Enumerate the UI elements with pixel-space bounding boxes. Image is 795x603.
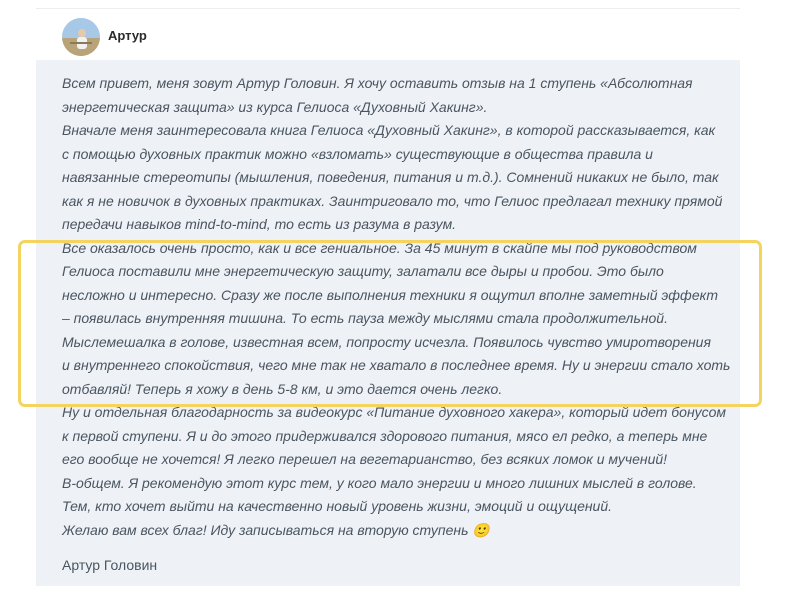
review-card bbox=[36, 60, 740, 586]
top-divider bbox=[36, 8, 740, 9]
review-line: – появилась внутренняя тишина. То есть пауза между мыслями стала продолжительной. bbox=[62, 310, 668, 326]
review-line: несложно и интересно. Сразу же после выполнения техники я ощутил вполне заметный эффект bbox=[62, 286, 719, 303]
review-line: Все оказалось очень просто, как и все гениальное. За 45 минут в скайпе мы под руководством bbox=[62, 239, 697, 256]
review-line: как я не новичок в духовных практиках. Заинтриговало то, что Гелиос предлагал технику прямой bbox=[62, 192, 723, 209]
avatar-photo-icon bbox=[62, 18, 100, 56]
review-line: Всем привет, меня зовут Артур Головин. Я хочу оставить отзыв на 1 ступень «Абсолютная bbox=[62, 75, 693, 91]
review-author-header bbox=[36, 10, 740, 60]
review-line: к первой ступени. Я и до этого придерживался здорового питания, мясо ел редко, а теперь мне bbox=[62, 427, 708, 444]
review-line: с помощью духовных практик можно «взломать» существующие в общества правила и bbox=[62, 145, 653, 162]
review-line: и внутреннего спокойствия, чего мне так не хватало в последнее время. Ну и энергии стало хоть bbox=[62, 357, 731, 373]
review-line: Гелиоса поставили мне энергетическую защиту, залатали все дыры и пробои. Это было bbox=[62, 263, 664, 279]
review-line: Мыслемешалка в голове, известная всем, попросту исчезла. Появилось чувство умиротворения bbox=[62, 333, 711, 350]
author-name[interactable]: Артур bbox=[108, 28, 147, 43]
review-line: Ну и отдельная благодарность за видеокурс «Питание духовного хакера», который идет бонусом bbox=[62, 404, 727, 420]
review-line: передачи навыков mind-to-mind, то есть из разума в разум. bbox=[62, 216, 457, 232]
review-line: энергетическая защита» из курса Гелиоса «Духовный Хакинг». bbox=[62, 98, 488, 115]
review-line: Вначале меня заинтересовала книга Гелиоса «Духовный Хакинг», в которой рассказывается, как bbox=[62, 122, 716, 138]
review-signature: Артур Головин bbox=[62, 557, 158, 573]
review-line: отбавляй! Теперь я хожу в день 5-8 км, и это дается очень легко. bbox=[62, 380, 503, 397]
review-line: Желаю вам всех благ! Иду записываться на вторую ступень 🙂 bbox=[62, 521, 490, 538]
review-text bbox=[62, 72, 734, 542]
review-line: его вообще не хочется! Я легко перешел на вегетарианство, без всяких ломок и мучений! bbox=[62, 451, 668, 467]
review-line: навязанные стереотипы (мышления, поведения, питания и т.д.). Сомнений никаких не было, так bbox=[62, 169, 719, 185]
review-line: Тем, кто хочет выйти на качественно новый уровень жизни, эмоций и ощущений. bbox=[62, 498, 613, 514]
review-line: В-общем. Я рекомендую этот курс тем, у кого мало энергии и много лишних мыслей в голове. bbox=[62, 474, 697, 491]
author-avatar[interactable] bbox=[62, 18, 100, 56]
